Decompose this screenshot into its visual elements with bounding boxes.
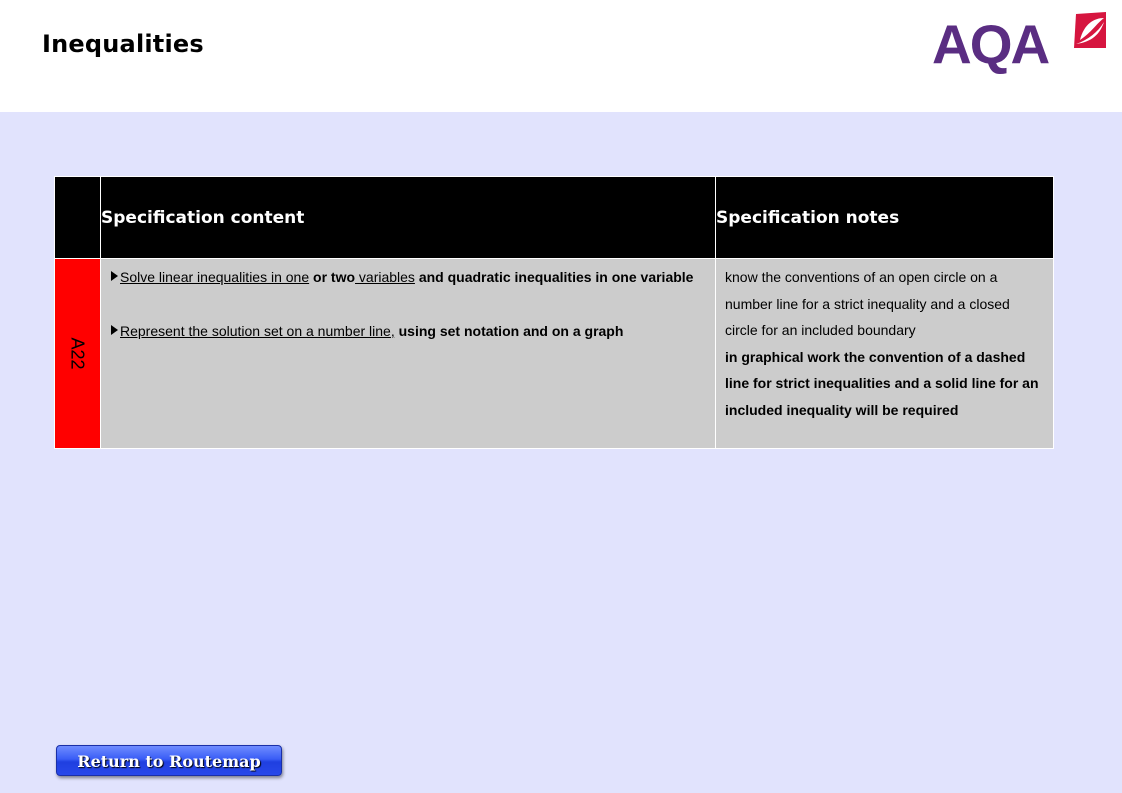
specification-table	[54, 176, 1054, 449]
notes-column-header: Specification notes	[716, 177, 1054, 259]
table-header-row	[55, 177, 1054, 259]
return-to-routemap-button[interactable]: Return to Routemap	[56, 745, 282, 776]
spec-code-cell	[55, 259, 101, 449]
bullet-arrow-icon	[111, 325, 118, 335]
content-item-1-text-a: Solve linear inequalities in one	[120, 269, 310, 285]
content-item-2-text-b: using set notation and on a graph	[394, 322, 624, 339]
content-column-header: Specification content	[101, 177, 716, 259]
page-title: Inequalities	[42, 30, 204, 58]
header-bar	[0, 0, 1122, 112]
content-item-1-text-b: or two	[309, 269, 356, 285]
content-item-2	[111, 318, 705, 345]
spec-content-cell	[101, 259, 716, 449]
aqa-logo	[928, 8, 1112, 78]
bullet-arrow-icon	[111, 271, 118, 281]
content-item-2-text-a: Represent the solution set on a number line,	[120, 322, 395, 339]
code-column-header	[55, 177, 101, 259]
logo-text: AQA	[932, 13, 1049, 75]
content-item-1	[111, 264, 705, 291]
logo-leaf-icon	[1070, 10, 1110, 50]
table-row	[55, 259, 1054, 449]
spec-code: A22	[68, 337, 88, 370]
spec-notes-cell	[716, 259, 1054, 449]
note-2: in graphical work the convention of a dashed line for strict inequalities and a solid line for an included inequality will be required	[725, 348, 1039, 418]
note-1: know the conventions of an open circle on a number line for a strict inequality and a closed circle for an included boundary	[725, 269, 1010, 338]
content-item-1-text-d: and quadratic inequalities in one variable	[414, 269, 694, 285]
content-item-1-text-c: variables	[355, 269, 415, 285]
